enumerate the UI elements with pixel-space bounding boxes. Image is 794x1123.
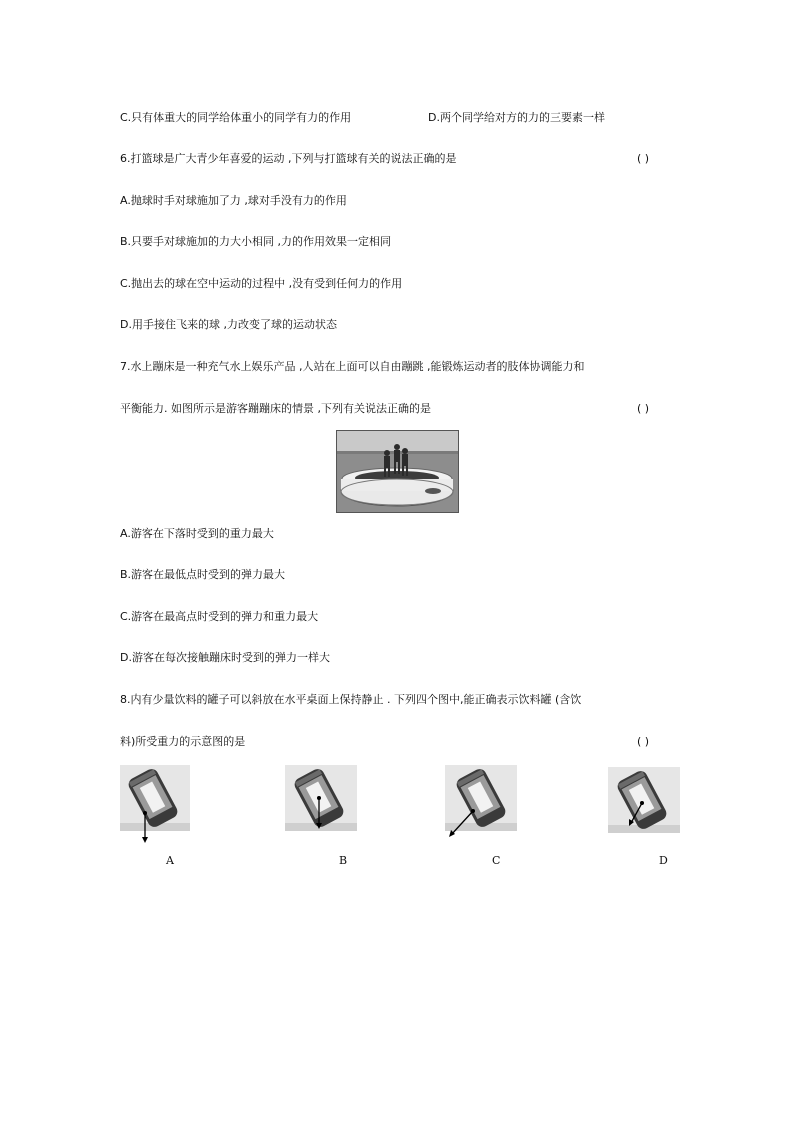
- figure-label-a: A: [166, 854, 174, 867]
- figure-label-b: B: [339, 854, 348, 867]
- q5-option-c: C.只有体重大的同学给体重小的同学有力的作用: [120, 111, 352, 124]
- q7-stem-line1: 7.水上蹦床是一种充气水上娱乐产品 ,人站在上面可以自由蹦跳 ,能锻炼运动者的肢体协调能力和: [120, 360, 585, 373]
- q6-option-b: B.只要手对球施加的力大小相同 ,力的作用效果一定相同: [120, 235, 392, 248]
- can-figure-c: [445, 765, 517, 841]
- q8-answer-bracket: ( ): [637, 735, 650, 748]
- can-figure-a: [120, 765, 190, 845]
- q6-option-d: D.用手接住飞来的球 ,力改变了球的运动状态: [120, 318, 337, 331]
- q6-option-a: A.抛球时手对球施加了力 ,球对手没有力的作用: [120, 194, 347, 207]
- q5-option-d: D.两个同学给对方的力的三要素一样: [428, 111, 605, 124]
- q7-stem-line2: 平衡能力. 如图所示是游客蹦蹦床的情景 ,下列有关说法正确的是: [120, 402, 431, 415]
- q6-option-c: C.抛出去的球在空中运动的过程中 ,没有受到任何力的作用: [120, 277, 403, 290]
- can-figure-d: [608, 767, 680, 833]
- q7-answer-bracket: ( ): [637, 402, 650, 415]
- figure-label-c: C: [492, 854, 501, 867]
- q8-stem-line1: 8.内有少量饮料的罐子可以斜放在水平桌面上保持静止 . 下列四个图中,能正确表示饮料罐 (含饮: [120, 693, 582, 706]
- q7-option-c: C.游客在最高点时受到的弹力和重力最大: [120, 610, 319, 623]
- can-figure-b: [285, 765, 357, 833]
- trampoline-photo: [336, 430, 459, 513]
- q7-option-a: A.游客在下落时受到的重力最大: [120, 527, 274, 540]
- q6-answer-bracket: ( ): [637, 152, 650, 165]
- q6-stem: 6.打篮球是广大青少年喜爱的运动 ,下列与打篮球有关的说法正确的是: [120, 152, 457, 165]
- q8-stem-line2: 料)所受重力的示意图的是: [120, 735, 246, 748]
- q7-option-b: B.游客在最低点时受到的弹力最大: [120, 568, 286, 581]
- q7-option-d: D.游客在每次接触蹦床时受到的弹力一样大: [120, 651, 330, 664]
- figure-label-d: D: [659, 854, 668, 867]
